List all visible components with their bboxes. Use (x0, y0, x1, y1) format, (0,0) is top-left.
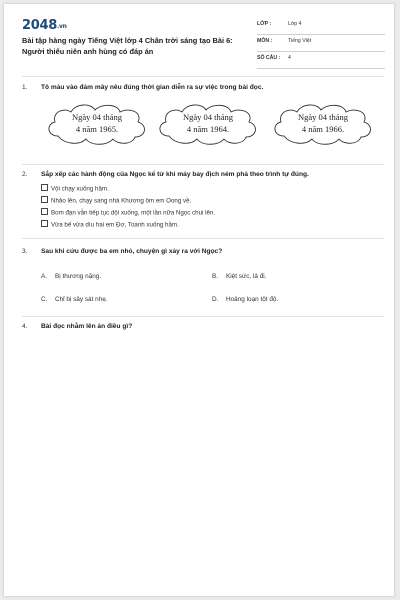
meta-row-class (257, 18, 385, 35)
question-number: 2. (22, 171, 28, 178)
option-c[interactable] (41, 296, 108, 303)
question-1 (22, 84, 384, 154)
option-text: Kiệt sức, lả đi. (226, 273, 267, 280)
site-logo[interactable] (22, 18, 67, 33)
cloud-option-1[interactable] (44, 102, 150, 146)
worksheet-page (4, 4, 394, 596)
option-d[interactable] (212, 296, 278, 303)
cloud-line-1: Ngày 04 tháng (297, 112, 349, 122)
question-2 (22, 171, 384, 241)
option-text: Chỉ bị sây sát nhẹ. (55, 296, 108, 303)
header (22, 18, 384, 74)
meta-value-class: Lớp 4 (288, 21, 302, 27)
order-item-text: Vừa bế vừa dìu hai em Đơ, Toanh xuống hầm. (51, 221, 179, 229)
cloud-option-2[interactable] (155, 102, 261, 146)
question-text: Sắp xếp các hành động của Ngọc kể từ khi máy bay địch ném phá theo trình tự đúng. (41, 171, 309, 178)
divider (22, 76, 384, 77)
meta-label-subject: MÔN : (257, 38, 273, 44)
cloud-line-2: 4 năm 1966. (301, 124, 345, 134)
order-item-1[interactable] (41, 184, 109, 193)
meta-row-count (257, 52, 385, 69)
cloud-line-1: Ngày 04 tháng (71, 112, 123, 122)
cloud-line-2: 4 năm 1964. (186, 124, 230, 134)
worksheet-title: Bài tập hàng ngày Tiếng Việt lớp 4 Chân trời sáng tạo Bài 6: Người thiếu niên anh hùng có đáp án (22, 36, 233, 56)
checkbox[interactable] (41, 196, 48, 203)
option-text: Hoảng loạn tột độ. (226, 296, 279, 303)
option-letter: D. (212, 296, 219, 303)
question-number: 3. (22, 248, 28, 255)
meta-label-class: LỚP : (257, 21, 272, 27)
question-text: Tô màu vào đám mây nêu đúng thời gian diễn ra sự việc trong bài đọc. (41, 84, 264, 91)
question-text: Sau khi cứu được ba em nhỏ, chuyện gì xảy ra với Ngọc? (41, 248, 223, 255)
logo-suffix: .vn (56, 23, 67, 30)
option-letter: B. (212, 273, 219, 280)
meta-row-subject (257, 35, 385, 52)
divider (22, 164, 384, 165)
option-text: Bị thương nặng. (55, 273, 102, 280)
checkbox[interactable] (41, 208, 48, 215)
checkbox[interactable] (41, 184, 48, 191)
question-4 (22, 323, 384, 343)
cloud-text (155, 111, 261, 135)
logo-main: 2048 (22, 18, 57, 33)
order-item-text: Vội chạy xuống hầm. (51, 185, 109, 193)
meta-value-count: 4 (288, 55, 291, 61)
order-item-2[interactable] (41, 196, 191, 205)
checkbox[interactable] (41, 220, 48, 227)
option-letter: A. (41, 273, 48, 280)
option-letter: C. (41, 296, 48, 303)
divider (22, 316, 384, 317)
divider (22, 238, 384, 239)
question-number: 1. (22, 84, 28, 91)
cloud-option-3[interactable] (270, 102, 376, 146)
cloud-text (44, 111, 150, 135)
order-item-text: Nhảo lên, chạy sang nhà Khương ôm em Oong về. (51, 197, 192, 205)
cloud-text (270, 111, 376, 135)
question-3 (22, 248, 384, 310)
question-number: 4. (22, 323, 28, 330)
meta-value-subject: Tiếng Việt (288, 38, 312, 44)
cloud-line-1: Ngày 04 tháng (182, 112, 234, 122)
cloud-line-2: 4 năm 1965. (75, 124, 119, 134)
option-b[interactable] (212, 273, 267, 280)
order-item-4[interactable] (41, 220, 179, 229)
meta-panel (257, 18, 385, 69)
option-a[interactable] (41, 273, 101, 280)
order-item-text: Bom đạn vẫn tiếp tục dội xuống, một lần nữa Ngọc chui lên. (51, 209, 216, 217)
meta-label-count: SỐ CÂU : (257, 55, 281, 61)
question-text: Bài đọc nhằm lên án điều gì? (41, 323, 133, 330)
order-item-3[interactable] (41, 208, 215, 217)
